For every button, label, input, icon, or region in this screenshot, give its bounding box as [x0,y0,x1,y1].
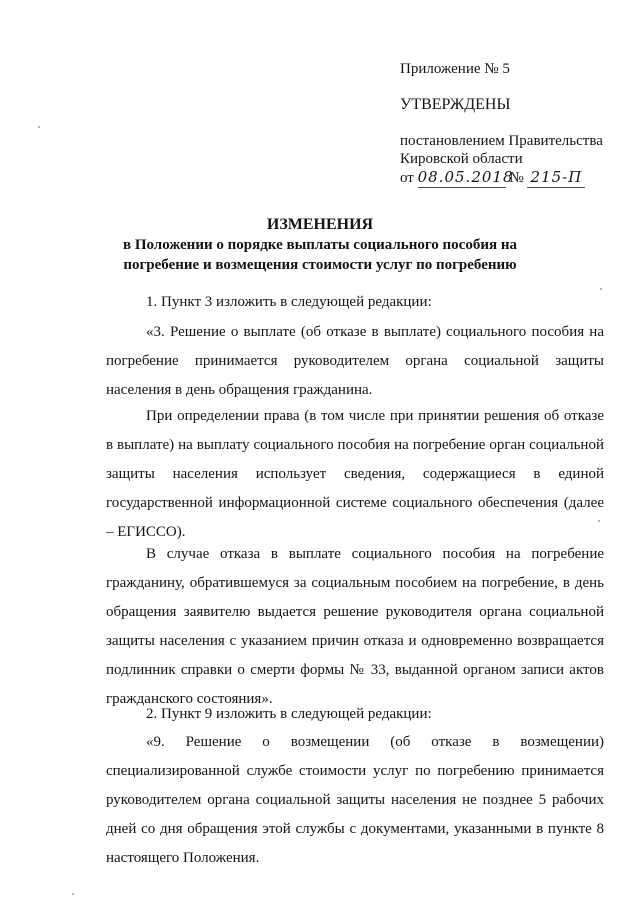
scan-speck [38,126,40,128]
document-heading: ИЗМЕНЕНИЯ [266,216,374,233]
paragraph-5: 2. Пункт 9 изложить в следующей редакции: [146,706,432,722]
resolution-line-1: постановлением Правительства [400,133,603,149]
scan-speck [72,893,74,895]
scan-speck [598,520,600,522]
document-subtitle-line-1: в Положении о порядке выплаты социального пособия на [122,237,517,253]
number-label: № [509,170,524,186]
appendix-label: Приложение № 5 [400,61,510,77]
scan-speck [600,288,602,290]
resolution-line-2: Кировской области [400,151,523,167]
paragraph-1: 1. Пункт 3 изложить в следующей редакции: [146,294,432,310]
approved-label: УТВЕРЖДЕНЫ [400,96,511,113]
paragraph-6: «9. Решение о возмещении (об отказе в возмещении) специализированной службе стоимости услуг по погребению принимается руководителем органа социальной защиты населения не позднее 5 рабочих дней со дня обращения этой службы с документами, указанными в пункте 8 настоящего Положения. [106,734,604,866]
handwritten-number: 215-П [527,168,585,188]
paragraph-4: В случае отказа в выплате социального пособия на погребение гражданину, обратившемуся за социальным пособием на погребение, в день обращения заявителю выдается решение руководителя органа социальной защиты населения с указанием причин отказа и одновременно возвращается подлинник справки о смерти формы № 33, выданной органом записи актов гражданского состояния». [106,546,604,707]
paragraph-3: При определении права (в том числе при принятии решения об отказе в выплате) на выплату социального пособия на погребение орган социальной защиты населения использует сведения, содержащиеся в единой государственной информационной системе социального обеспечения (далее – ЕГИССО). [106,408,604,540]
paragraph-2: «3. Решение о выплате (об отказе в выплате) социального пособия на погребение принимается руководителем органа социальной защиты населения в день обращения гражданина. [106,324,604,398]
resolution-date-line [400,168,585,188]
document-subtitle-line-2: погребение и возмещения стоимости услуг по погребению [123,257,517,273]
from-label: от [400,170,414,186]
handwritten-date: 08.05.2018 [417,168,514,186]
